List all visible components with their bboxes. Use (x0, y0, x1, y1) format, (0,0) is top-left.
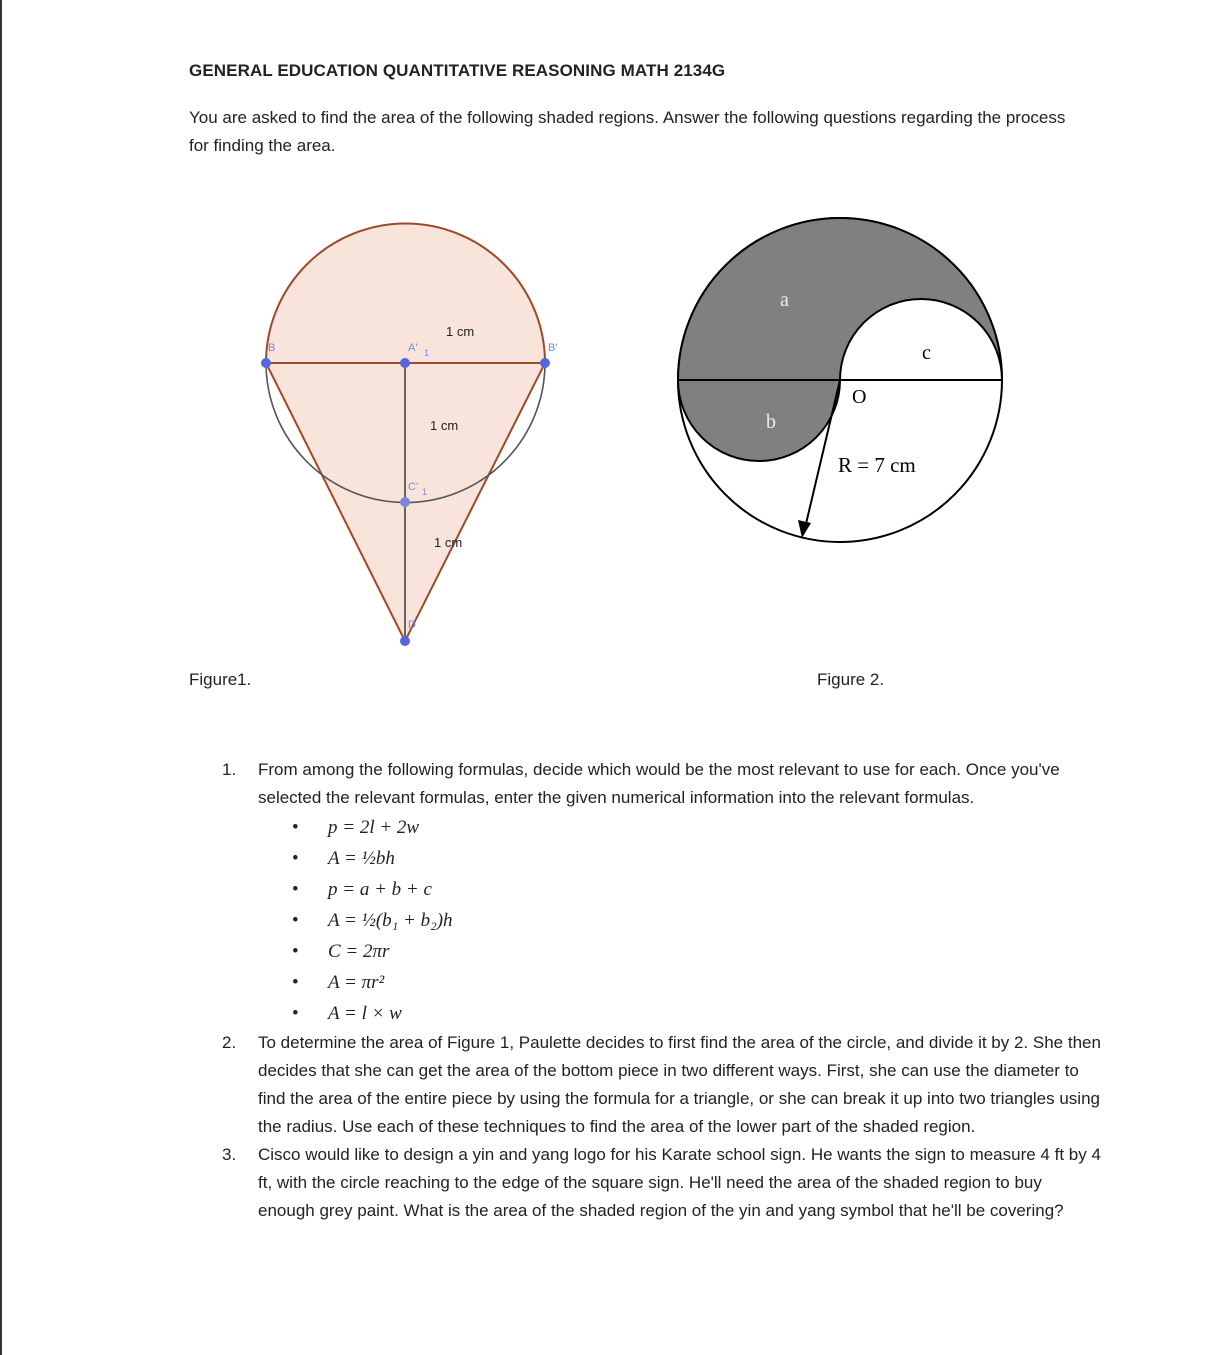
label-B-prime: B' (548, 342, 558, 354)
measure-top: 1 cm (446, 324, 475, 339)
intro-text: You are asked to find the area of the following shaded regions. Answer the following questions regarding the process for finding the area. (189, 108, 1066, 155)
label-O: O (852, 386, 867, 408)
measure-low: 1 cm (434, 535, 463, 550)
label-A1: A' (408, 342, 418, 354)
formula-item: • C = 2πr (292, 936, 1102, 967)
point-B-prime (540, 358, 550, 368)
formula-list (222, 812, 1102, 1029)
figure1-caption: Figure1. (189, 670, 252, 689)
formula-item: • p = a + b + c (292, 874, 1102, 905)
question-3 (222, 1141, 1102, 1225)
question-text: From among the following formulas, decide which would be the most relevant to use for each. Once you've selected the relevant formulas, enter the given numerical information into the relevant formulas. (258, 760, 1060, 807)
point-C1 (400, 497, 410, 507)
question-list (222, 756, 1102, 1225)
formula-item: • A = ½bh (292, 843, 1102, 874)
label-c: c (922, 342, 931, 364)
point-B (261, 358, 271, 368)
point-A1 (400, 358, 410, 368)
label-a: a (780, 289, 789, 311)
label-radius: R = 7 cm (838, 453, 916, 477)
label-D: D (408, 619, 416, 631)
formula-item: • A = ½(b₁ + b₂)h (292, 905, 1102, 936)
label-C1-sub: 1 (422, 487, 428, 497)
question-1 (222, 756, 1102, 1029)
question-text: Cisco would like to design a yin and yang logo for his Karate school sign. He wants the sign to measure 4 ft by 4 ft, with the circle reaching to the edge of the square sign. He'll need the area of the shaded region to buy enough grey paint. What is the area of the shaded region of the yin and yang symbol that he'll be covering? (258, 1145, 1101, 1220)
question-number: 2. (222, 1033, 237, 1052)
figure2-diagram (678, 218, 1002, 542)
measure-mid: 1 cm (430, 418, 459, 433)
figure1-diagram (261, 223, 557, 646)
formula-item: • p = 2l + 2w (292, 812, 1102, 843)
question-number: 3. (222, 1145, 237, 1164)
question-number: 1. (222, 760, 237, 779)
figure2-caption: Figure 2. (817, 670, 885, 689)
formula-item: • A = l × w (292, 998, 1102, 1029)
label-b: b (766, 411, 776, 433)
question-text: To determine the area of Figure 1, Paulette decides to first find the area of the circle, and divide it by 2. She then decides that she can get the area of the bottom piece in two different ways. First, she can use the diameter to find the area of the entire piece by using the formula for a triangle, or she can break it up into two triangles using the radius. Use each of these techniques to find the area of the lower part of the shaded region. (258, 1033, 1101, 1136)
question-2 (222, 1029, 1102, 1141)
label-C1: C' (408, 481, 419, 493)
formula-item: • A = πr² (292, 967, 1102, 998)
page-title: GENERAL EDUCATION QUANTITATIVE REASONING MATH 2134G (189, 61, 726, 80)
label-A1-sub: 1 (424, 348, 430, 358)
point-D (400, 636, 410, 646)
label-B: B (268, 342, 276, 354)
